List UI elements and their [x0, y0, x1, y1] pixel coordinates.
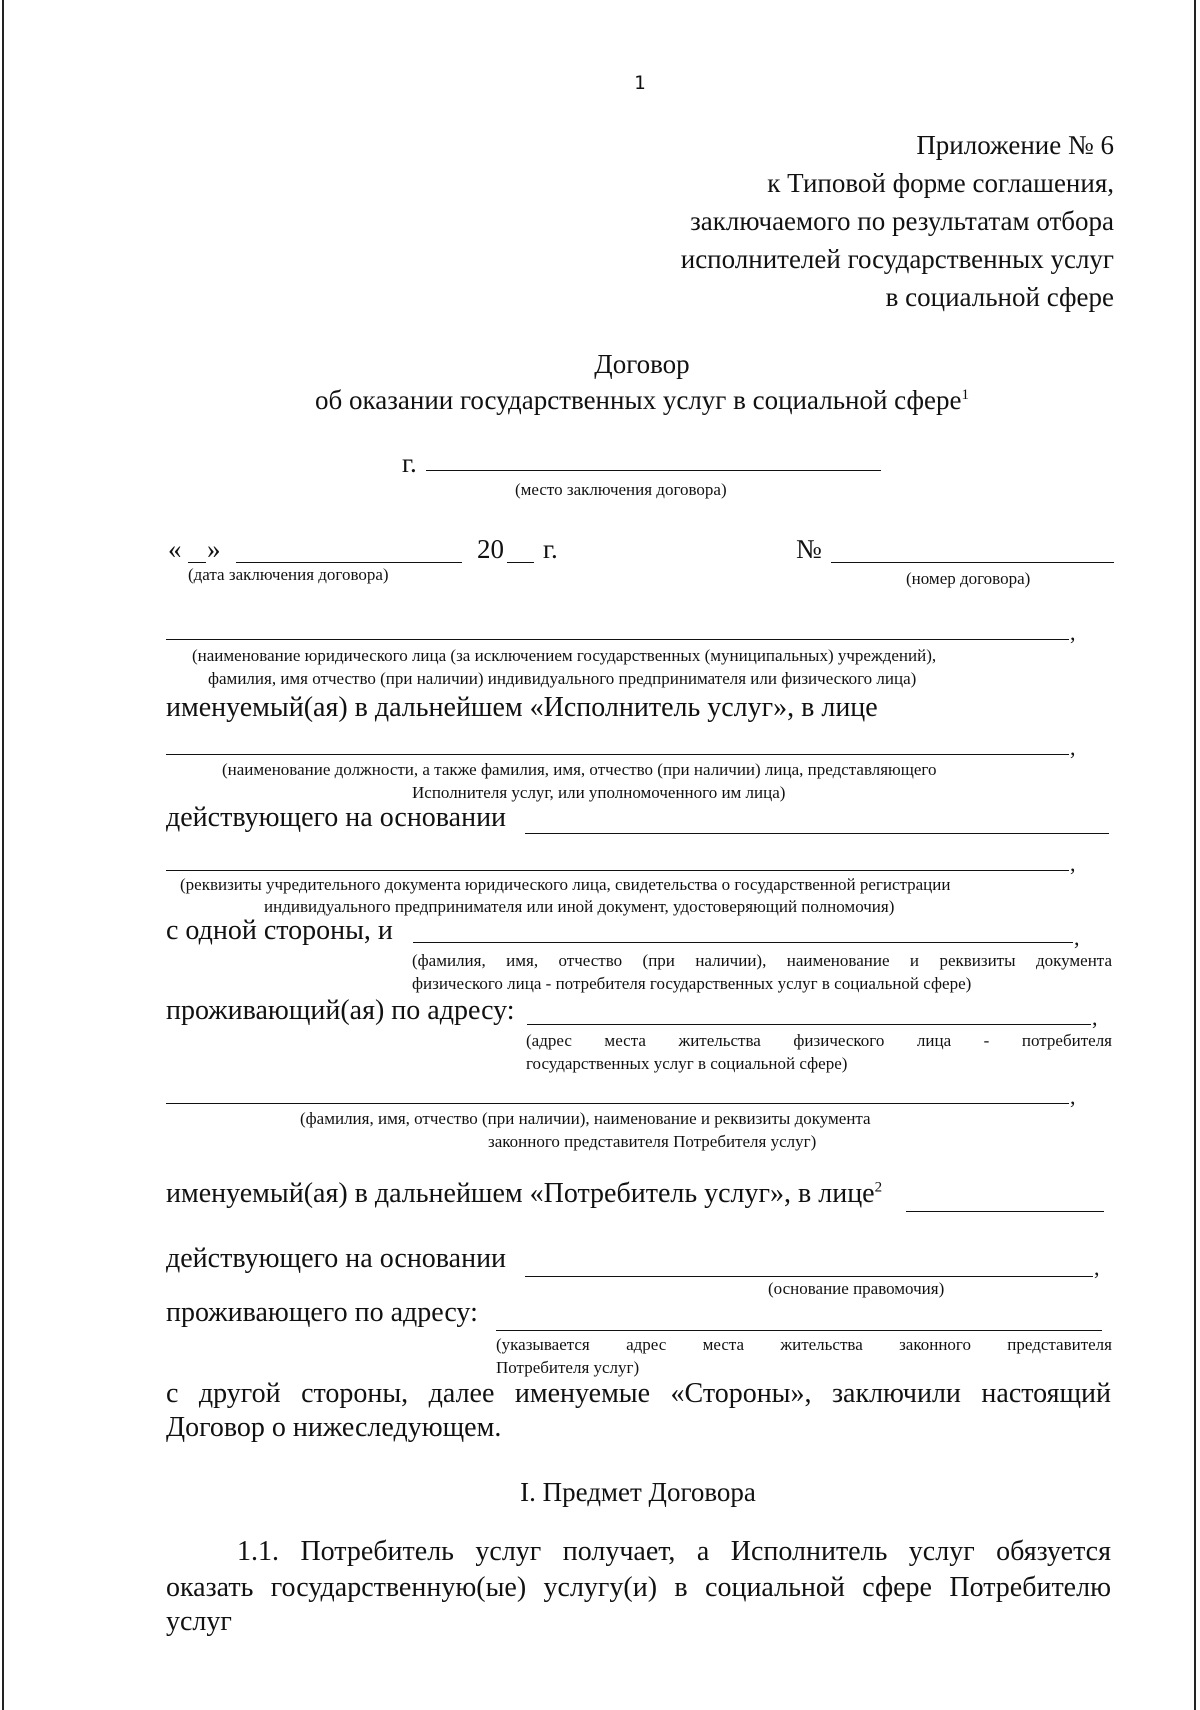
- legal-rep-basis-field[interactable]: [525, 1276, 1093, 1277]
- consumer-address-field[interactable]: [527, 1024, 1091, 1025]
- legal-rep-address-caption: Потребителя услуг): [496, 1358, 640, 1377]
- legal-rep-caption: законного представителя Потребителя услуг): [488, 1132, 817, 1151]
- place-field[interactable]: [426, 470, 881, 471]
- comma: ,: [1070, 851, 1076, 876]
- legal-rep-caption: (фамилия, имя, отчество (при наличии), наименование и реквизиты документа: [300, 1109, 871, 1128]
- section-heading: I. Предмет Договора: [520, 1477, 756, 1507]
- appendix-line: Приложение № 6: [916, 130, 1114, 160]
- representative-caption: Исполнителя услуг, или уполномоченного им лица): [412, 783, 786, 802]
- number-prefix: №: [796, 534, 822, 564]
- date-close-quote: »: [207, 534, 221, 564]
- appendix-line: в социальной сфере: [885, 282, 1114, 312]
- date-open-quote: «: [168, 534, 182, 564]
- consumer-named-label: именуемый(ая) в дальнейшем «Потребитель услуг», в лице: [166, 1178, 875, 1209]
- subtitle-text: об оказании государственных услуг в социальной сфере: [315, 385, 962, 415]
- executor-acting-text: действующего на основании: [166, 802, 507, 833]
- consumer-address-caption: государственных услуг в социальной сфере): [526, 1054, 848, 1073]
- paragraph-line: услуг: [166, 1606, 232, 1637]
- consumer-named-text: [166, 1178, 882, 1210]
- appendix-line: заключаемого по результатам отбора: [690, 206, 1114, 236]
- representative-field[interactable]: [166, 754, 1069, 755]
- scan-border-left: [2, 0, 4, 1710]
- legal-rep-residing-text: проживающего по адресу:: [166, 1297, 478, 1328]
- appendix-line: исполнителей государственных услуг: [680, 244, 1114, 274]
- basis-details-field[interactable]: [166, 870, 1069, 871]
- one-side-text: с одной стороны, и: [166, 915, 393, 946]
- date-day-field[interactable]: [188, 562, 206, 563]
- closing-line: Договор о нижеследующем.: [166, 1412, 502, 1443]
- comma: ,: [1094, 1255, 1100, 1280]
- paragraph-line: 1.1. Потребитель услуг получает, а Исполнитель услуг обязуется: [237, 1536, 1111, 1567]
- executor-basis-field[interactable]: [525, 833, 1109, 834]
- basis-caption: (реквизиты учредительного документа юридического лица, свидетельства о государственной регистрации: [180, 875, 951, 894]
- appendix-line: к Типовой форме соглашения,: [767, 168, 1114, 198]
- comma: ,: [1070, 735, 1076, 760]
- legal-rep-field[interactable]: [166, 1103, 1069, 1104]
- representative-caption: (наименование должности, а также фамилия, имя, отчество (при наличии) лица, представляющего: [222, 760, 937, 779]
- legal-rep-acting-caption: (основание правомочия): [768, 1279, 945, 1298]
- date-year-prefix: 20: [477, 534, 504, 564]
- date-month-field[interactable]: [236, 562, 462, 563]
- closing-line: с другой стороны, далее именуемые «Стороны», заключили настоящий: [166, 1378, 1111, 1409]
- legal-rep-address-field[interactable]: [496, 1330, 1102, 1331]
- consumer-name-field[interactable]: [413, 942, 1073, 943]
- date-year-suffix: г.: [543, 534, 558, 564]
- document-subtitle: [0, 385, 1200, 416]
- date-caption: (дата заключения договора): [188, 565, 389, 584]
- page-number: 1: [634, 72, 646, 94]
- consumer-caption: (фамилия, имя, отчество (при наличии), наименование и реквизиты документа: [412, 951, 1112, 970]
- number-caption: (номер договора): [906, 569, 1031, 588]
- comma: ,: [1092, 1005, 1098, 1030]
- legal-rep-acting-text: действующего на основании: [166, 1243, 507, 1274]
- consumer-address-caption: (адрес места жительства физического лица - потребителя: [526, 1031, 1112, 1050]
- consumer-caption: физического лица - потребителя государственных услуг в социальной сфере): [412, 974, 972, 993]
- consumer-rep-person-field[interactable]: [906, 1211, 1104, 1212]
- footnote-mark-2: 2: [874, 1179, 883, 1196]
- entity-name-field[interactable]: [166, 639, 1069, 640]
- place-prefix: г.: [402, 448, 417, 478]
- scan-border-right: [1194, 0, 1196, 1710]
- footnote-mark-1: 1: [961, 387, 969, 403]
- date-year-field[interactable]: [507, 562, 534, 563]
- executor-named-text: именуемый(ая) в дальнейшем «Исполнитель услуг», в лице: [166, 692, 878, 723]
- legal-rep-address-caption: (указывается адрес места жительства законного представителя: [496, 1335, 1112, 1354]
- entity-caption: (наименование юридического лица (за исключением государственных (муниципальных) учреждений),: [192, 646, 937, 665]
- contract-number-field[interactable]: [831, 562, 1114, 563]
- entity-caption: фамилия, имя отчество (при наличии) индивидуального предпринимателя или физического лица): [208, 669, 917, 688]
- document-title: Договор: [594, 349, 690, 379]
- comma: ,: [1070, 620, 1076, 645]
- consumer-residing-text: проживающий(ая) по адресу:: [166, 995, 515, 1026]
- place-caption: (место заключения договора): [515, 480, 727, 499]
- comma: ,: [1070, 1084, 1076, 1109]
- appendix-block: [681, 126, 1114, 316]
- paragraph-line: оказать государственную(ые) услугу(и) в социальной сфере Потребителю: [166, 1572, 1111, 1603]
- comma: ,: [1074, 925, 1080, 950]
- basis-caption: индивидуального предпринимателя или иной документ, удостоверяющий полномочия): [264, 897, 895, 916]
